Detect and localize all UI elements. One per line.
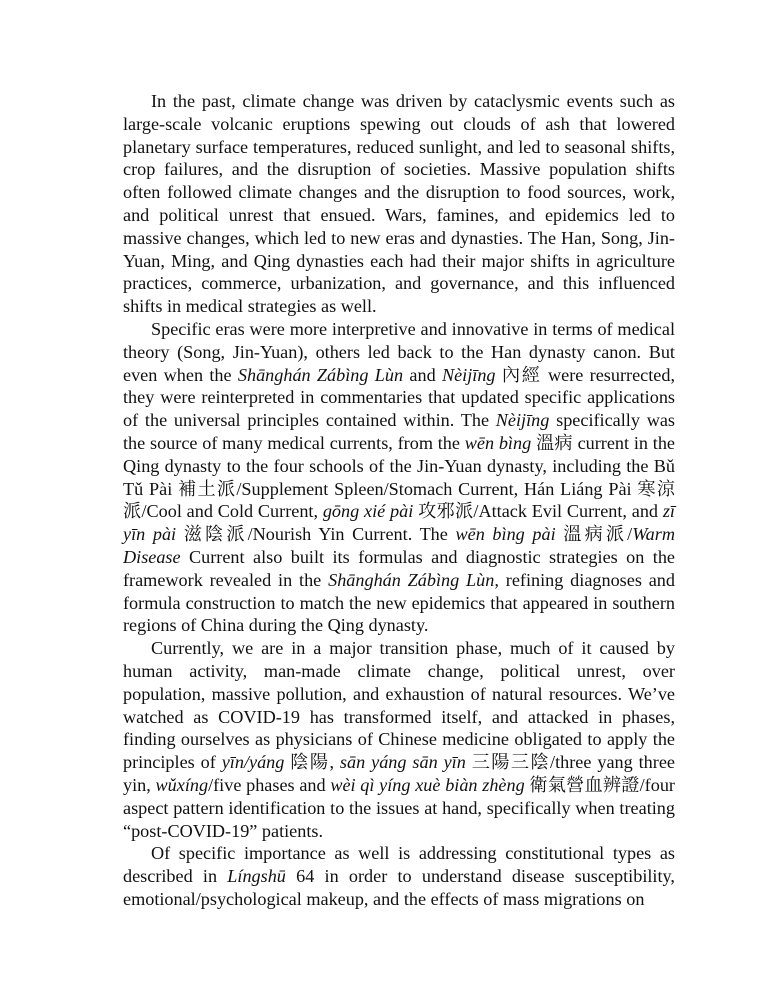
italic-text: gōng xié pài	[322, 501, 414, 522]
text-run: 滋陰派/Nourish Yin Current. The	[176, 524, 456, 545]
italic-text: Shānghán Zábìng Lùn	[237, 364, 404, 385]
text-run: 陰陽,	[284, 752, 340, 773]
text-run: 內經 were resurrected, they were reinterpreted in commentaries that updated specific applications of the universal principles contained within. The	[123, 364, 675, 431]
text-run: 衛氣營血辨證/four aspect pattern identification to the issues at hand, specifically when treating “post-COVID-19” patients.	[123, 774, 675, 841]
italic-text: yīn/yáng	[221, 752, 285, 773]
paragraph-1	[123, 90, 675, 318]
paragraph-2	[123, 318, 675, 637]
italic-text: zī yīn pài	[123, 501, 675, 545]
text-run: Of specific importance as well is addressing constitutional types as described in	[123, 843, 675, 887]
text-run: /five phases and	[208, 774, 331, 795]
text-run: 三陽三陰/three yang three yin,	[123, 752, 675, 795]
text-run: Current also built its formulas and diagnostic strategies on the framework revealed in the	[123, 546, 675, 590]
text-run: 溫病派/	[555, 524, 633, 545]
body-text	[123, 90, 675, 911]
italic-text: Nèijīng	[441, 364, 496, 385]
italic-text: Nèijīng	[495, 410, 550, 431]
text-run: 溫病 current in the Qing dynasty to the four schools of the Jin-Yuan dynasty, including the Bǔ Tǔ Pài 補土派/Supplement Spleen/Stomach Current, Hán Liáng Pài 寒涼派/Cool and Cold Current,	[123, 432, 675, 522]
text-run: and	[403, 364, 442, 385]
text-run: 攻邪派/Attack Evil Current, and	[413, 501, 663, 522]
text-run: Specific eras were more interpretive and innovative in terms of medical theory (Song, Jin-Yuan), others led back to the Han dynasty canon. But even when the	[123, 318, 675, 385]
italic-text: Warm Disease	[123, 524, 675, 567]
italic-text: wèi qì yíng xuè biàn zhèng	[330, 774, 525, 795]
text-run: In the past, climate change was driven by cataclysmic events such as large-scale volcanic eruptions spewing out clouds of ash that lowered planetary surface temperatures, reduced sunlight, and led to seasonal shifts, crop failures, and the disruption of societies. Massive population shifts often followed climate changes and the disruption to food sources, work, and political unrest that ensued. Wars, famines, and epidemics led to massive changes, which led to new eras and dynasties. The Han, Song, Jin-Yuan, Ming, and Qing dynasties each had their major shifts in agriculture practices, commerce, urbanization, and governance, and this influenced shifts in medical strategies as well.	[123, 91, 675, 317]
italic-text: Shānghán Zábìng Lùn,	[328, 569, 499, 590]
italic-text: Língshū	[227, 866, 286, 887]
text-run: 64 in order to understand disease susceptibility, emotional/psychological makeup, and the effects of mass migrations on	[123, 866, 675, 909]
italic-text: wēn bìng pài	[455, 524, 556, 545]
text-run: refining diagnoses and formula construction to match the new epidemics that appeared in southern regions of China during the Qing dynasty.	[123, 569, 675, 636]
text-run: specifically was the source of many medical currents, from the	[123, 410, 675, 453]
text-run: Currently, we are in a major transition phase, much of it caused by human activity, man-made climate change, political unrest, over population, massive pollution, and exhaustion of natural resources. We’ve watched as COVID-19 has transformed itself, and attacked in phases, finding ourselves as physicians of Chinese medicine obligated to apply the principles of	[123, 638, 675, 773]
paragraph-4	[123, 842, 675, 910]
paragraph-3	[123, 637, 675, 842]
italic-text: wēn bìng	[464, 432, 532, 453]
italic-text: wǔxíng	[155, 774, 209, 795]
italic-text: sān yáng sān yīn	[339, 752, 466, 773]
